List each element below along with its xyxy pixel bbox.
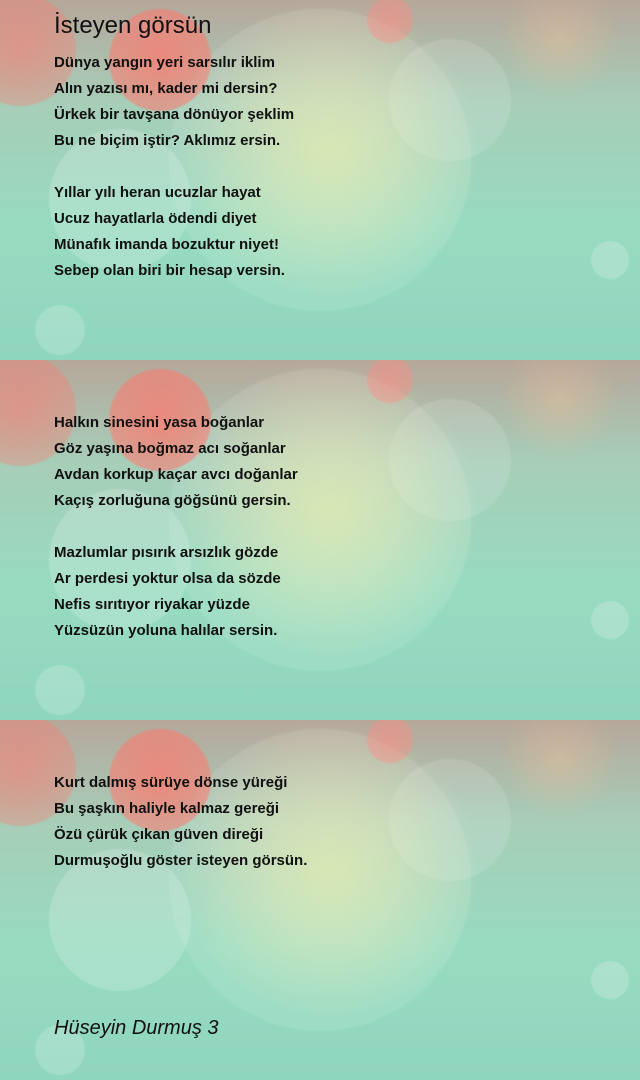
poem-line: Dünya yangın yeri sarsılır iklim bbox=[54, 54, 275, 71]
poem-author: Hüseyin Durmuş 3 bbox=[54, 1017, 219, 1039]
stanza-4 bbox=[54, 540, 281, 644]
poem-line: Özü çürük çıkan güven direği bbox=[54, 826, 264, 843]
poem-line: Avdan korkup kaçar avcı doğanlar bbox=[54, 466, 298, 483]
poem-line: Bu ne biçim iştir? Aklımız ersin. bbox=[54, 132, 281, 149]
poem-line: Ürkek bir tavşana dönüyor şeklim bbox=[54, 106, 295, 123]
poem-line: Alın yazısı mı, kader mi dersin? bbox=[54, 80, 278, 97]
poem-line: Sebep olan biri bir hesap versin. bbox=[54, 262, 285, 279]
poem-panel-3 bbox=[0, 720, 640, 1080]
poem-panel-1 bbox=[0, 0, 640, 360]
poem-line: Yıllar yılı heran ucuzlar hayat bbox=[54, 184, 261, 201]
poem-line: Kaçış zorluğuna göğsünü gersin. bbox=[54, 492, 291, 509]
poem-line: Nefis sırıtıyor riyakar yüzde bbox=[54, 596, 250, 613]
poem-line: Münafık imanda bozuktur niyet! bbox=[54, 236, 280, 253]
stanza-1 bbox=[54, 50, 294, 154]
poem-line: Ucuz hayatlarla ödendi diyet bbox=[54, 210, 257, 227]
stanza-5 bbox=[54, 770, 307, 874]
stanza-2 bbox=[54, 180, 285, 284]
poem-line: Göz yaşına boğmaz acı soğanlar bbox=[54, 440, 286, 457]
poem-line: Bu şaşkın haliyle kalmaz gereği bbox=[54, 800, 280, 817]
poem-line: Kurt dalmış sürüye dönse yüreği bbox=[54, 774, 288, 791]
poem-panel-2 bbox=[0, 360, 640, 720]
poem-line: Ar perdesi yoktur olsa da sözde bbox=[54, 570, 281, 587]
poem-line: Durmuşoğlu göster isteyen görsün. bbox=[54, 852, 308, 869]
stanza-3 bbox=[54, 410, 298, 514]
poem-line: Mazlumlar pısırık arsızlık gözde bbox=[54, 544, 279, 561]
poem-line: Halkın sinesini yasa boğanlar bbox=[54, 414, 265, 431]
poem-line: Yüzsüzün yoluna halılar sersin. bbox=[54, 622, 278, 639]
poem-title: İsteyen görsün bbox=[54, 12, 212, 39]
